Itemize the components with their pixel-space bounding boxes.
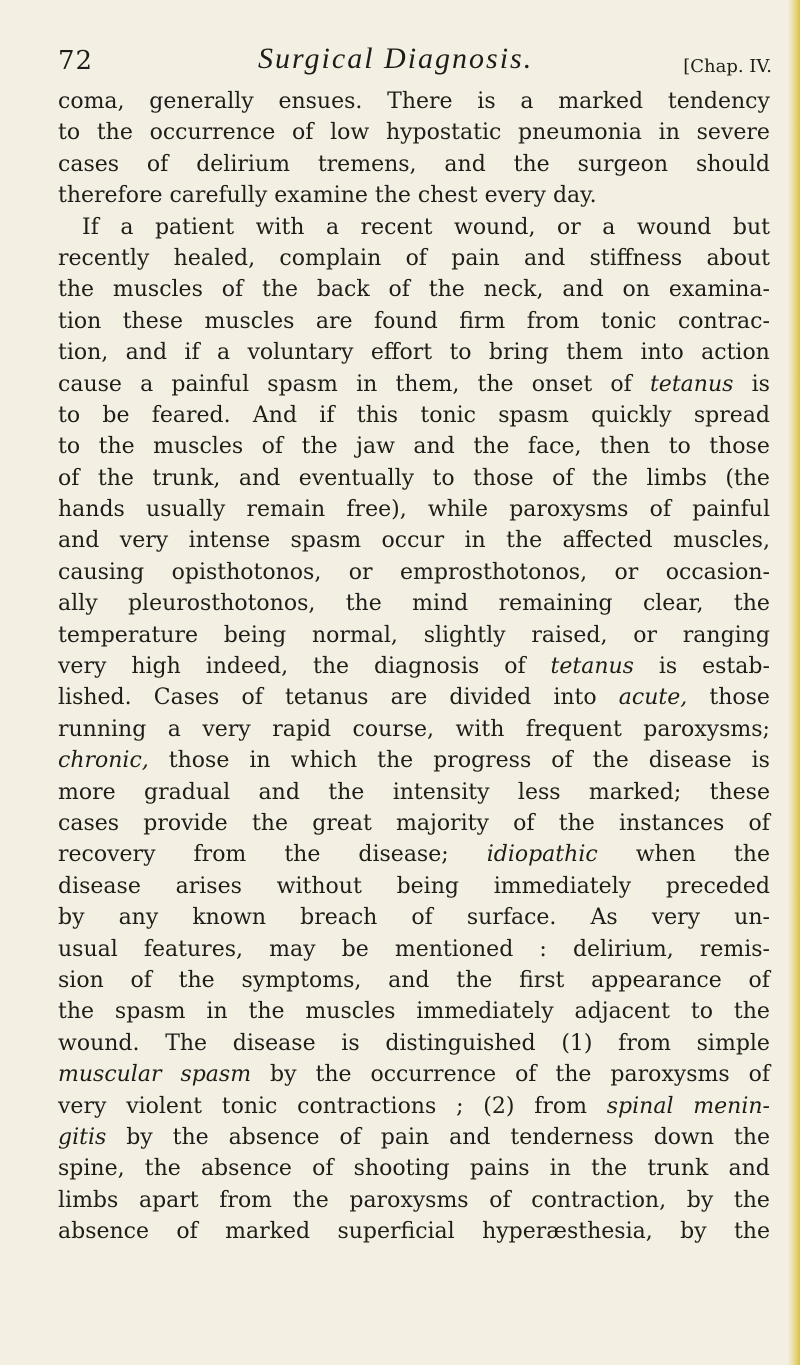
text-line: running a very rapid course, with frequent paroxysms; <box>58 716 770 742</box>
text-line: tion these muscles are found firm from tonic contrac- <box>58 308 770 334</box>
text-line: cases provide the great majority of the instances of <box>58 810 770 836</box>
text-line: wound. The disease is distinguished (1) from simple <box>58 1030 770 1056</box>
text-line: coma, generally ensues. There is a marked tendency <box>58 89 770 114</box>
text-line: of the trunk, and eventually to those of the limbs (the <box>58 465 770 491</box>
text-line: chronic, those in which the progress of the disease is <box>58 748 770 774</box>
text-line: to the muscles of the jaw and the face, then to those <box>58 434 770 460</box>
text-line: sion of the symptoms, and the first appearance of <box>58 967 770 993</box>
body-text <box>58 86 770 1247</box>
text-line: cases of delirium tremens, and the surgeon should <box>58 151 770 177</box>
text-line: by any known breach of surface. As very un- <box>58 905 770 931</box>
text-line: muscular spasm by the occurrence of the paroxysms of <box>58 1062 770 1088</box>
text-line: ally pleurosthotonos, the mind remaining clear, the <box>58 591 770 617</box>
text-line: the muscles of the back of the neck, and on examina- <box>58 277 770 303</box>
text-line: absence of marked superficial hyperæsthesia, by the <box>58 1219 770 1245</box>
text-line: hands usually remain free), while paroxysms of painful <box>58 497 770 523</box>
text-line: spine, the absence of shooting pains in the trunk and <box>58 1156 770 1182</box>
page-edge-gilt <box>788 0 800 1365</box>
text-line: usual features, may be mentioned : delirium, remis- <box>58 936 770 962</box>
chapter-reference: [Chap. IV. <box>683 56 772 77</box>
text-line: temperature being normal, slightly raised, or ranging <box>58 622 770 648</box>
text-line: the spasm in the muscles immediately adjacent to the <box>58 999 770 1025</box>
text-line: more gradual and the intensity less marked; these <box>58 779 770 805</box>
text-line: and very intense spasm occur in the affected muscles, <box>58 528 770 554</box>
text-line: very high indeed, the diagnosis of tetanus is estab- <box>58 654 770 680</box>
text-line: limbs apart from the paroxysms of contraction, by the <box>58 1187 770 1213</box>
text-line: therefore carefully examine the chest every day. <box>58 183 597 209</box>
text-line: to the occurrence of low hypostatic pneumonia in severe <box>58 120 770 146</box>
text-line: disease arises without being immediately preceded <box>58 873 770 899</box>
text-line: recovery from the disease; idiopathic when the <box>58 842 770 868</box>
running-title: Surgical Diagnosis. <box>258 42 534 75</box>
text-line: to be feared. And if this tonic spasm quickly spread <box>58 402 770 428</box>
text-line: gitis by the absence of pain and tenderness down the <box>58 1124 770 1150</box>
text-line: cause a painful spasm in them, the onset of tetanus is <box>58 371 770 397</box>
text-line: tion, and if a voluntary effort to bring them into action <box>58 340 770 366</box>
text-line: recently healed, complain of pain and stiffness about <box>58 245 770 271</box>
running-header <box>58 40 774 86</box>
text-line: causing opisthotonos, or emprosthotonos, or occasion- <box>58 559 770 585</box>
text-line: If a patient with a recent wound, or a wound but <box>82 214 770 240</box>
text-line: very violent tonic contractions ; (2) from spinal menin- <box>58 1093 770 1119</box>
text-line: lished. Cases of tetanus are divided into acute, those <box>58 685 770 711</box>
page-number: 72 <box>58 46 94 76</box>
